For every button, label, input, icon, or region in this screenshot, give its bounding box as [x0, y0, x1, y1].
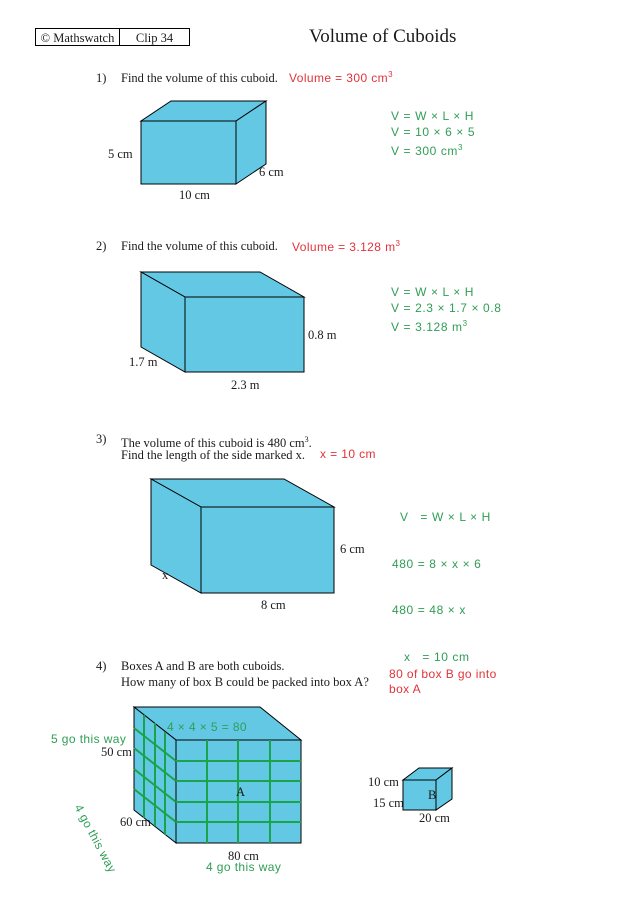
- q1-label-depth: 6 cm: [259, 165, 284, 179]
- q4-note-up: 5 go this way: [51, 732, 127, 746]
- q3-working-line: 480 = 48 × x: [392, 603, 466, 617]
- q1-number: 1): [96, 71, 107, 85]
- q3-working-line: V = W × L × H: [400, 510, 491, 524]
- q2-working-line: V = W × L × H: [391, 285, 475, 299]
- q1-answer: Volume = 300 $cm^3$: [289, 70, 393, 85]
- q1-working-line: V = 300 $cm^3$: [391, 143, 464, 158]
- q2-question: Find the volume of this cuboid.: [121, 239, 278, 253]
- box-b-name: B: [428, 788, 437, 802]
- page-title: Volume of Cuboids: [309, 26, 457, 47]
- q3-label-height: 6 cm: [340, 542, 365, 556]
- box-a-label-height: 50 cm: [101, 745, 132, 759]
- cuboid-q1: [141, 101, 266, 184]
- cuboid-q2: [141, 272, 304, 372]
- box-a-label-depth: 60 cm: [120, 815, 151, 829]
- q3-number: 3): [96, 432, 107, 446]
- q2-working-line: V = 3.128 $m^3$: [391, 319, 468, 334]
- q4-note-diag: 4 go this way: [71, 802, 120, 876]
- q3-label-depth: x: [162, 568, 169, 582]
- q3-question-line1: The volume of this cuboid is 480 $cm^3$.: [121, 435, 312, 451]
- box-b-label-depth: 15 cm: [373, 796, 404, 810]
- q1-question: Find the volume of this cuboid.: [121, 71, 278, 85]
- q1-working-line: V = 10 × 6 × 5: [391, 124, 476, 139]
- copyright-box: © Mathswatch: [35, 28, 120, 46]
- q2-working-line: V = 2.3 × 1.7 × 0.8: [391, 300, 502, 315]
- q4-answer-line1: 80 of box B go into: [389, 667, 497, 681]
- q2-label-depth: 1.7 m: [129, 355, 158, 369]
- q3-working-line: x = 10 cm: [404, 649, 470, 664]
- q1-label-width: 10 cm: [179, 188, 210, 202]
- box-b-label-width: 20 cm: [419, 811, 450, 825]
- q4-note-bottom: 4 go this way: [206, 860, 282, 874]
- q4-calc: 4 × 4 × 5 = 80: [167, 720, 247, 734]
- q4-answer-line2: box A: [389, 682, 422, 696]
- cuboid-q3: [151, 479, 334, 593]
- q2-answer: Volume = 3.128 $m^3$: [292, 239, 401, 254]
- q1-working-line: V = W × L × H: [391, 109, 475, 123]
- q2-label-width: 2.3 m: [231, 378, 260, 392]
- q2-number: 2): [96, 239, 107, 253]
- q3-working-line: 480 = 8 × x × 6: [392, 556, 482, 571]
- q4-question-line1: Boxes A and B are both cuboids.: [121, 659, 285, 673]
- q3-question-line2: Find the length of the side marked x.: [121, 448, 305, 462]
- q3-label-width: 8 cm: [261, 598, 286, 612]
- q4-number: 4): [96, 659, 107, 673]
- q2-label-height: 0.8 m: [308, 328, 337, 342]
- q4-question-line2: How many of box B could be packed into box A?: [121, 675, 369, 689]
- q3-working: [392, 479, 491, 681]
- clip-box: Clip 34: [119, 28, 190, 46]
- q1-label-height: 5 cm: [108, 147, 133, 161]
- q2-working: [391, 285, 501, 336]
- box-a-name: A: [236, 785, 246, 799]
- box-b-label-height: 10 cm: [368, 775, 399, 789]
- q1-working: [391, 109, 475, 160]
- box-a-label-width: 80 cm: [228, 849, 259, 863]
- q3-answer: x = 10 cm: [320, 447, 376, 461]
